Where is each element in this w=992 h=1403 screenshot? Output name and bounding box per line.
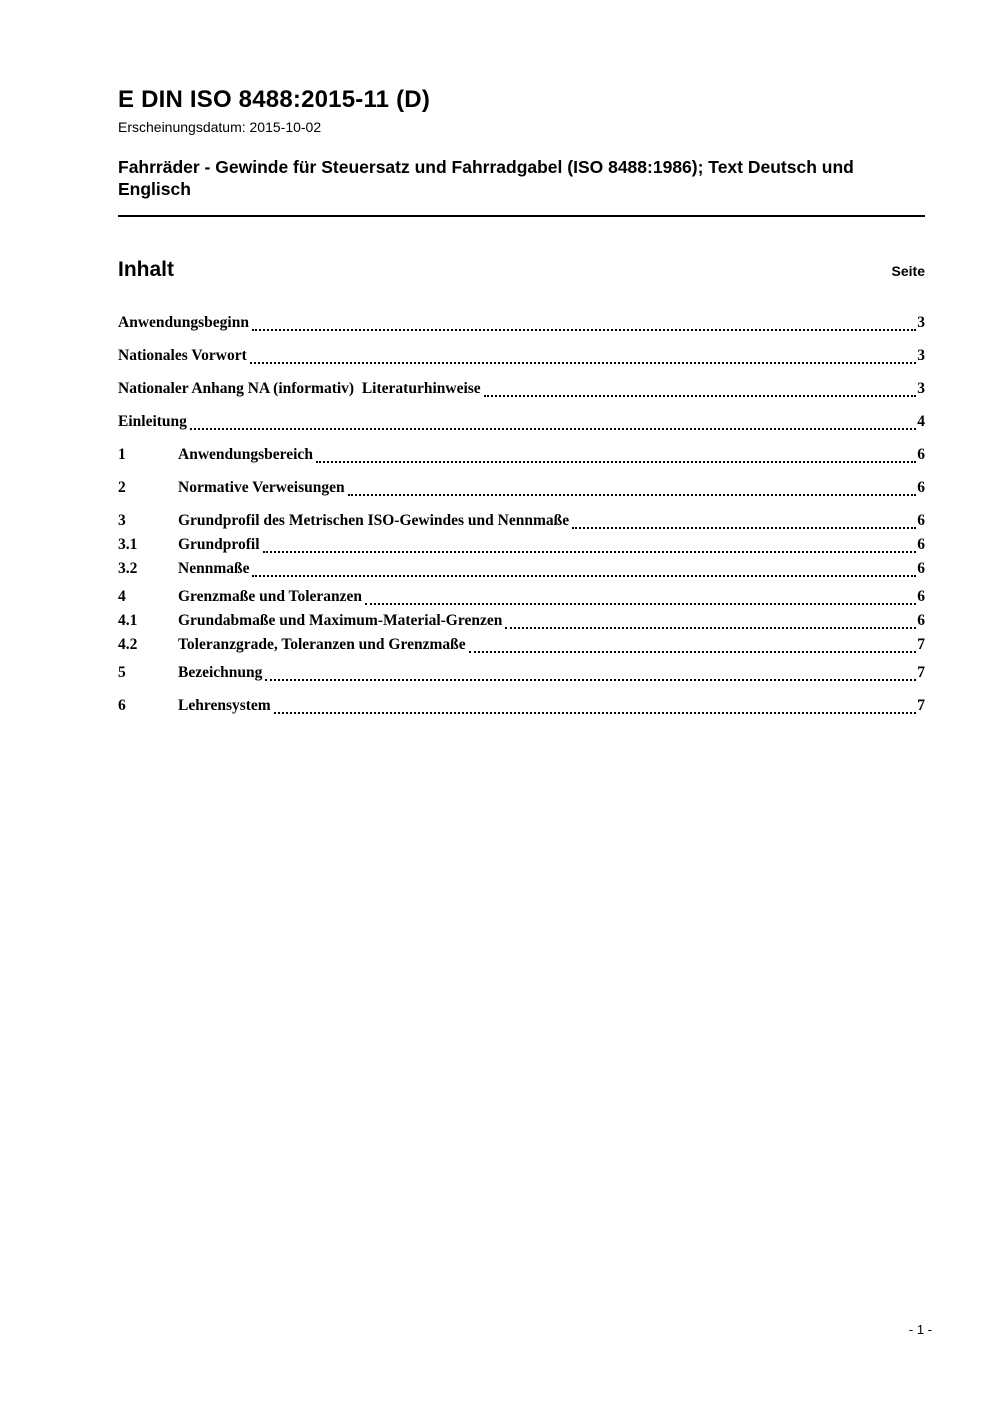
toc-entry-label: Nationaler Anhang NA (informativ) Literaturhinweise [118,379,481,397]
toc-entry-row [118,445,925,466]
toc-heading: Inhalt [118,257,174,281]
toc-entry-row [118,535,925,556]
dotted-leader [252,559,916,577]
toc-entry-row [118,346,925,367]
toc-entry-label: Lehrensystem [178,696,271,714]
toc-entry-label: Grundprofil des Metrischen ISO-Gewindes und Nennmaße [178,511,570,529]
dotted-leader [274,696,917,714]
page-content [118,0,925,717]
toc-entry-page: 3 [917,346,925,364]
toc-entry-number: 1 [118,445,126,463]
toc-entry-row [118,611,925,632]
title-divider [118,215,925,217]
dotted-leader [348,478,917,496]
toc-entry-label: Grundabmaße und Maximum-Material-Grenzen [178,611,503,629]
toc-entry-number: 4.1 [118,611,138,629]
toc-entry-row [118,559,925,580]
toc-entry-page: 6 [917,611,925,629]
toc-entry-page: 6 [917,478,925,496]
dotted-leader [250,346,917,364]
toc-entry-row [118,663,925,684]
toc-entry-row [118,412,925,433]
toc-entry-number: 3.2 [118,559,138,577]
toc-entry-row [118,635,925,656]
document-title: E DIN ISO 8488:2015-11 (D) [118,86,431,113]
toc-entry-number: 4 [118,587,126,605]
toc-entry-number: 3 [118,511,126,529]
dotted-leader [572,511,916,529]
toc-entry-page: 7 [917,696,925,714]
toc-entry-row [118,313,925,334]
toc-entry-row [118,511,925,532]
toc-entry-row [118,587,925,608]
toc-entry-page: 6 [917,587,925,605]
toc-entry-label: Nennmaße [178,559,250,577]
publish-date: Erscheinungsdatum: 2015-10-02 [118,119,322,135]
dotted-leader [469,635,917,653]
toc-entry-page: 7 [917,663,925,681]
dotted-leader [316,445,916,463]
toc-entry-label: Toleranzgrade, Toleranzen und Grenzmaße [178,635,466,653]
footer-page-number: - 1 - [908,1322,932,1337]
dotted-leader [484,379,917,397]
dotted-leader [505,611,916,629]
dotted-leader [365,587,916,605]
toc-entry-label: Grundprofil [178,535,260,553]
toc-entry-page: 3 [917,313,925,331]
document-subject-heading: Fahrräder - Gewinde für Steuersatz und Fahrradgabel (ISO 8488:1986); Text Deutsch und Englisch [118,157,854,199]
toc-entry-page: 6 [917,511,925,529]
toc-header [118,258,925,282]
toc-entry-page: 6 [917,535,925,553]
dotted-leader [252,313,916,331]
toc-entry-label: Einleitung [118,412,187,430]
dotted-leader [190,412,916,430]
toc-entry-number: 6 [118,696,126,714]
dotted-leader [263,535,917,553]
toc-list [118,313,925,717]
toc-entry-page: 6 [917,559,925,577]
toc-entry-page: 3 [917,379,925,397]
toc-entry-page: 4 [917,412,925,430]
toc-entry-label: Nationales Vorwort [118,346,247,364]
toc-entry-row [118,478,925,499]
toc-entry-label: Bezeichnung [178,663,263,681]
toc-page-column-label: Seite [891,262,925,279]
toc-entry-label: Anwendungsbereich [178,445,313,463]
toc-entry-label: Anwendungsbeginn [118,313,249,331]
toc-entry-page: 7 [917,635,925,653]
toc-entry-label: Normative Verweisungen [178,478,345,496]
toc-entry-row [118,696,925,717]
toc-entry-number: 2 [118,478,126,496]
dotted-leader [265,663,916,681]
toc-entry-number: 4.2 [118,635,138,653]
toc-entry-page: 6 [917,445,925,463]
toc-entry-number: 3.1 [118,535,138,553]
toc-entry-row [118,379,925,400]
toc-entry-number: 5 [118,663,126,681]
toc-entry-label: Grenzmaße und Toleranzen [178,587,363,605]
